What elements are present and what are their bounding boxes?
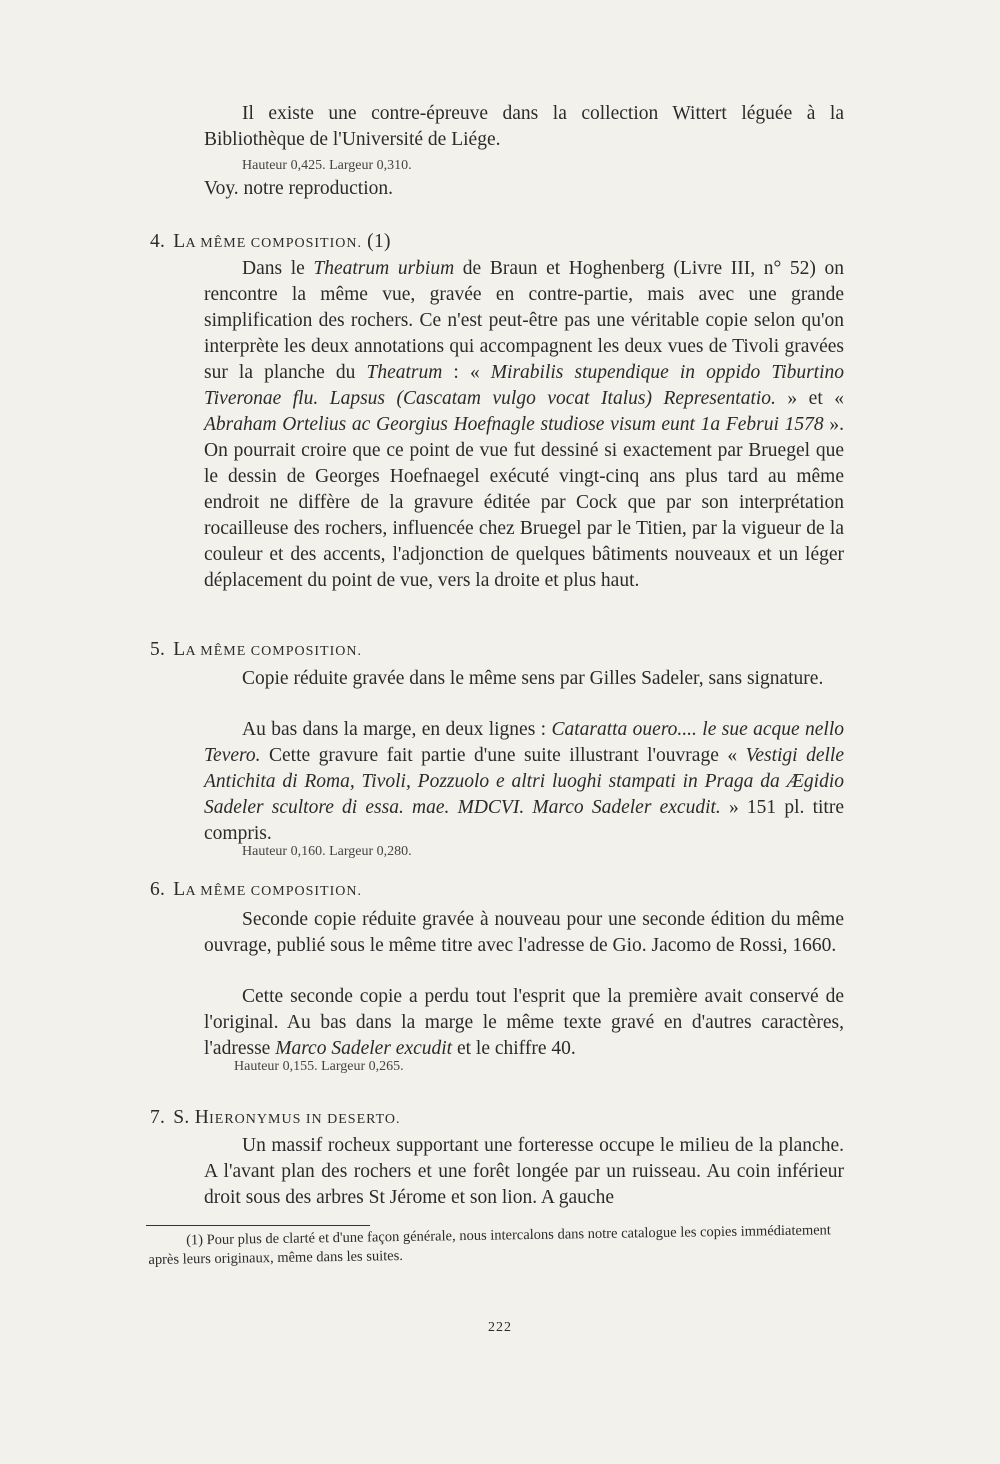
entry-4-footnote-ref: (1) <box>367 231 391 252</box>
entry-4-number: 4. <box>150 231 166 252</box>
page-number: 222 <box>488 1320 512 1335</box>
entry-5-heading <box>150 637 362 665</box>
entry-7-paragraph: Un massif rocheux supportant une forteresse occupe le milieu de la planche. A l'avant plan des rochers et une forêt longée par un ruisseau. Au coin inférieur droit sous des arbres St Jérome et son lion. A gauche <box>204 1135 844 1208</box>
entry-4-title-initial: L <box>173 231 186 252</box>
intro-reference: Voy. notre reproduction. <box>204 178 394 199</box>
entry-5-number: 5. <box>150 639 166 660</box>
footnote: (1) Pour plus de clarté et d'une façon générale, nous intercalons dans notre catalogue les copies immédiatement après leurs originaux, même dans les suites. <box>148 1222 831 1268</box>
entry-5-dimensions: Hauteur 0,160. Largeur 0,280. <box>242 844 412 859</box>
entry-5-title-initial: L <box>173 639 186 660</box>
entry-7-title-initial: S. H <box>173 1107 210 1128</box>
footnote-rule <box>146 1225 370 1226</box>
entry-6-paragraph-1: Seconde copie réduite gravée à nouveau pour une seconde édition du même ouvrage, publié sous le même titre avec l'adresse de Gio. Jacomo de Rossi, 1660. <box>204 909 844 956</box>
entry-5-title: A MÊME COMPOSITION. <box>185 644 362 659</box>
entry-4-paragraph: Dans le Theatrum urbium de Braun et Hoghenberg (Livre III, n° 52) on rencontre la même vue, gravée en contre-partie, mais avec une grande simplification des rochers. Ce n'est peut-être pas une véritable copie selon qu'on interprète les deux annotations qui accompagnent les deux vues de Tivoli gravées sur la planche du Theatrum : « Mirabilis stupendique in oppido Tiburtino Tiveronae flu. Lapsus (Cascatam vulgo vocat Italus) Representatio. » et « Abraham Ortelius ac Georgius Hoefnagle studiose visum eunt 1a Februi 1578 ». On pourrait croire que ce point de vue fut dessiné si exactement par Bruegel que le dessin de Georges Hoefnaegel exécuté vingt-cinq ans plus tard au même endroit ne diffère de la gravure éditée par Cock que par son interprétation rocailleuse des rochers, influencée chez Bruegel par le Titien, par la vigueur de la couleur et des accents, l'adjonction de quelques bâtiments nouveaux et un léger déplacement du point de vue, vers la droite et plus haut. <box>204 258 844 591</box>
entry-6-paragraph-2: Cette seconde copie a perdu tout l'esprit que la première avait conservé de l'original. Au bas dans la marge le même texte gravé en d'autres caractères, l'adresse Marco Sadeler excudit et le chiffre 40. <box>204 986 844 1059</box>
entry-4-heading <box>150 229 391 257</box>
entry-6-title: A MÊME COMPOSITION. <box>185 884 362 899</box>
entry-6-heading <box>150 877 362 905</box>
entry-6-dimensions: Hauteur 0,155. Largeur 0,265. <box>234 1059 404 1074</box>
intro-dimensions: Hauteur 0,425. Largeur 0,310. <box>242 158 412 173</box>
intro-paragraph: Il existe une contre-épreuve dans la collection Wittert léguée à la Bibliothèque de l'Université de Liége. <box>204 103 844 150</box>
entry-5-paragraph-2: Au bas dans la marge, en deux lignes : Cataratta ouero.... le sue acque nello Tevero. Cette gravure fait partie d'une suite illustrant l'ouvrage « Vestigi delle Antichita di Roma, Tivoli, Pozzuolo e altri luoghi stampati in Praga da Ægidio Sadeler scultore di essa. mae. MDCVI. Marco Sadeler excudit. » 151 pl. titre compris. <box>204 719 844 844</box>
entry-7-number: 7. <box>150 1107 166 1128</box>
entry-4-title: A MÊME COMPOSITION. <box>185 236 362 251</box>
entry-6-number: 6. <box>150 879 166 900</box>
entry-6-title-initial: L <box>173 879 186 900</box>
entry-7-title: IERONYMUS IN DESERTO. <box>209 1112 401 1127</box>
entry-7-heading <box>150 1105 401 1133</box>
entry-5-paragraph-1: Copie réduite gravée dans le même sens par Gilles Sadeler, sans signature. <box>242 668 824 689</box>
